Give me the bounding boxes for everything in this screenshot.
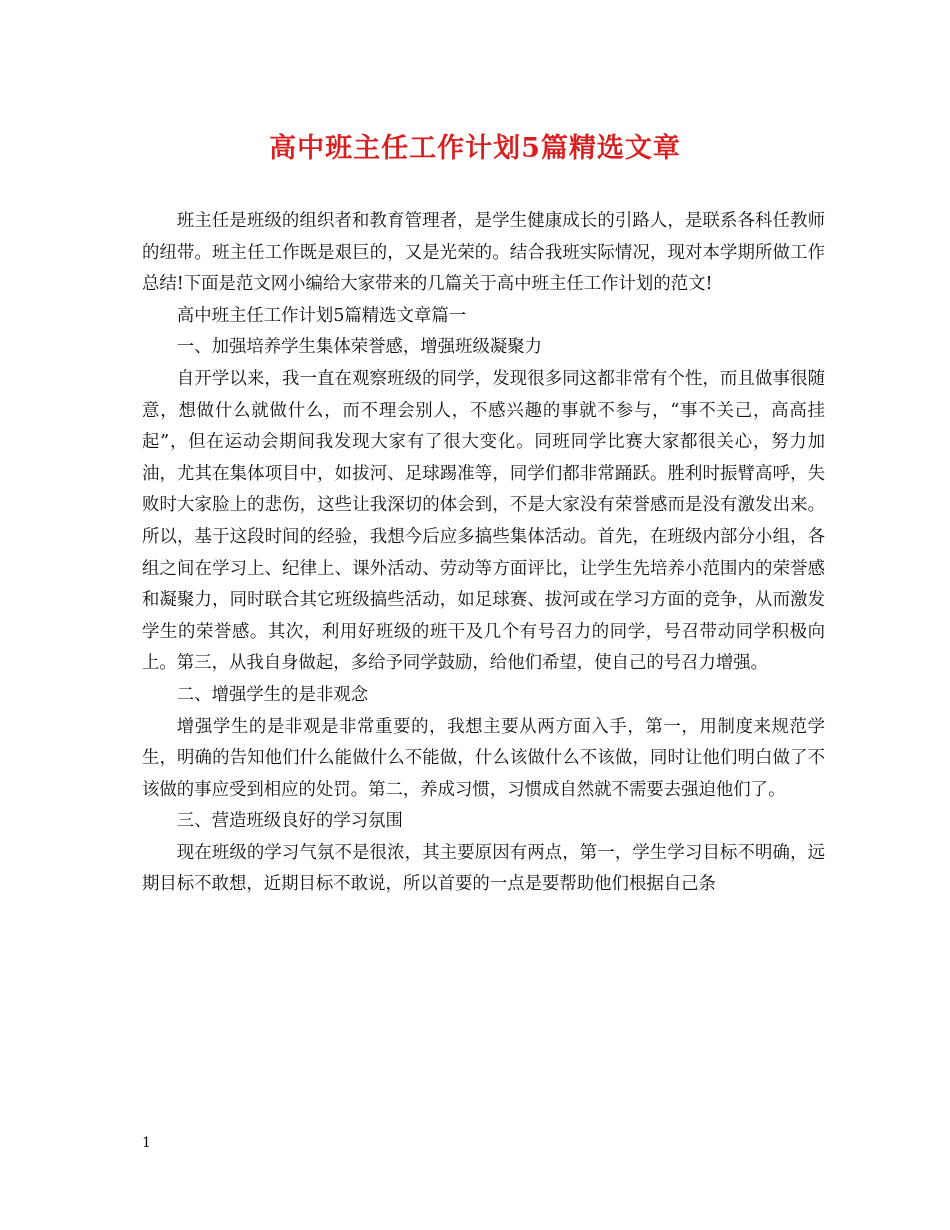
section-paragraph-1: 自开学以来，我一直在观察班级的同学，发现很多同这都非常有个性，而且做事很随意，想做什么就做什么，而不理会别人，不感兴趣的事就不参与，“事不关己，高高挂起”，但在运动会期间我发现大家有了很大变化。同班同学比赛大家都很关心，努力加油，尤其在集体项目中，如拔河、足球踢准等，同学们都非常踊跃。胜利时振臂高呼，失败时大家脸上的悲伤，这些让我深切的体会到，不是大家没有荣誉感而是没有激发出来。所以，基于这段时间的经验，我想今后应多搞些集体活动。首先，在班级内部分小组，各组之间在学习上、纪律上、课外活动、劳动等方面评比，让学生先培养小范围内的荣誉感和凝聚力，同时联合其它班级搞些活动，如足球赛、拔河或在学习方面的竞争，从而激发学生的荣誉感。其次，利用好班级的班干及几个有号召力的同学，号召带动同学积极向上。第三，从我自身做起，多给予同学鼓励，给他们希望，使自己的号召力增强。: [142, 368, 825, 674]
page-number: 1: [142, 1135, 151, 1151]
article-heading: 高中班主任工作计划5篇精选文章篇一: [176, 305, 467, 326]
document-body: [142, 206, 825, 901]
intro-paragraph: 班主任是班级的组织者和教育管理者，是学生健康成长的引路人，是联系各科任教师的纽带。班主任工作既是艰巨的，又是光荣的。结合我班实际情况，现对本学期所做工作总结!下面是范文网小编给大家带来的几篇关于高中班主任工作计划的范文!: [142, 211, 825, 295]
page-title: 高中班主任工作计划5篇精选文章: [269, 133, 681, 164]
section-heading-1: 一、加强培养学生集体荣誉感，增强班级凝聚力: [176, 337, 543, 358]
section-heading-2: 二、增强学生的是非观念: [176, 684, 369, 705]
section-heading-3: 三、营造班级良好的学习氛围: [176, 811, 403, 832]
section-paragraph-2: 增强学生的是非观是非常重要的，我想主要从两方面入手，第一，用制度来规范学生，明确的告知他们什么能做什么不能做，什么该做什么不该做，同时让他们明白做了不该做的事应受到相应的处罚。第二，养成习惯，习惯成自然就不需要去强迫他们了。: [142, 716, 825, 800]
section-paragraph-3: 现在班级的学习气氛不是很浓，其主要原因有两点，第一，学生学习目标不明确，远期目标不敢想，近期目标不敢说，所以首要的一点是要帮助他们根据自己条: [142, 842, 825, 895]
